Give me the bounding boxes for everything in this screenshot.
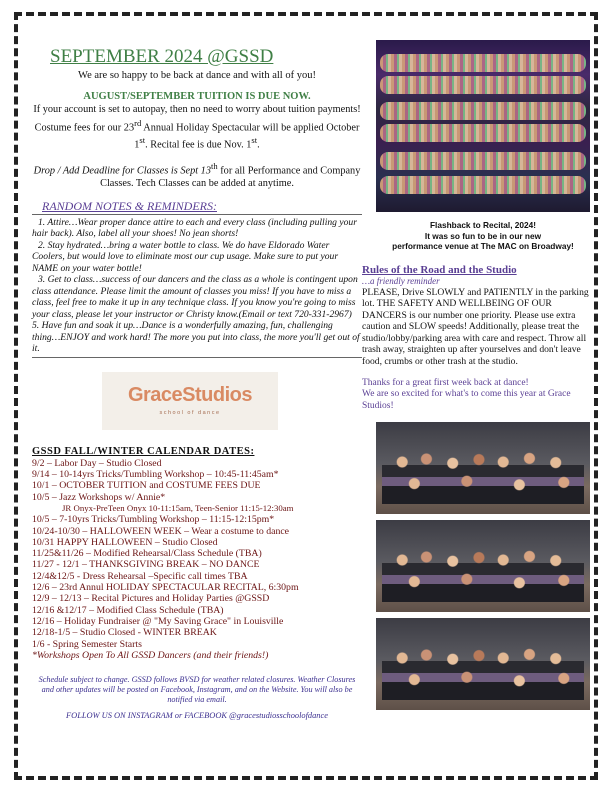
tuition-heading: AUGUST/SEPTEMBER TUITION IS DUE NOW. xyxy=(83,91,311,102)
calendar-item: 10/5 – Jazz Workshops w/ Annie* xyxy=(32,491,166,503)
follow-us-text: FOLLOW US ON INSTAGRAM or FACEBOOK @gracestudiosschoolofdance xyxy=(66,711,328,721)
dancer-row xyxy=(380,76,586,94)
calendar-item: 10/5 – 7-10yrs Tricks/Tumbling Workshop – 11:15-12:15pm* xyxy=(32,514,275,526)
calendar-item: *Workshops Open To All GSSD Dancers (and their friends!) xyxy=(32,649,269,661)
group-photo-1 xyxy=(376,422,590,514)
group-photo-2 xyxy=(376,520,590,612)
note-item: 3. Get to class…success of our dancers and the class as a whole is contingent upon class attendance. Please limit the amount of classes you miss! If you have to miss a class, feel free to make it up in any technique class. If you know you're going to miss your class, please let your instructor or Christy know.(Email or text 720-331-2967) xyxy=(32,274,358,320)
dancer-row xyxy=(380,54,586,72)
calendar-item: 10/1 – OCTOBER TUITION and COSTUME FEES DUE xyxy=(32,480,261,492)
rules-body: PLEASE, Drive SLOWLY and PATIENTLY in the parking lot. THE SAFETY AND WELLBEING OF OUR DANCERS is our number one priority. Please use extra caution and SLOW speeds! Additionally, please treat the studio/lobby/parking area with care and respect. Throw all trash away, straighten up after yourselves and don't leave food, crumbs or other trash at the studio. xyxy=(362,286,589,368)
calendar-item: 11/27 - 12/1 – THANKSGIVING BREAK – NO DANCE xyxy=(32,559,260,571)
schedule-note: Schedule subject to change. GSSD follows BVSD for weather related closures. Weather Closures and other updates will be posted on Facebook, Instagram, and on the Website. You will also be notified via email. xyxy=(38,675,356,705)
note-item: 5. Have fun and soak it up…Dance is a wonderfully amazing, fun, challenging thing…ENJOY and work hard! The more you put into class, the more you'll get out of it. xyxy=(32,320,360,355)
logo-brand: GraceStudios xyxy=(127,383,253,406)
notes-box xyxy=(32,214,362,358)
rules-subheading: …a friendly reminder xyxy=(362,275,440,286)
calendar-item: 10/24-10/30 – HALLOWEEN WEEK – Wear a costume to dance xyxy=(32,525,290,537)
tuition-paragraph: If your account is set to autopay, then no need to worry about tuition payments! Costume fees for our 23rd Annual Holiday Spectacular will be applied October 1st. Recital fee is due Nov. 1st. xyxy=(33,104,361,151)
calendar-list xyxy=(32,458,362,661)
notes-heading: RANDOM NOTES & REMINDERS: xyxy=(42,198,217,213)
recital-photo xyxy=(376,40,590,212)
page-title: SEPTEMBER 2024 @GSSD xyxy=(50,46,274,67)
welcome-text: We are so happy to be back at dance and with all of you! xyxy=(78,70,316,81)
drop-add-paragraph: Drop / Add Deadline for Classes is Sept 13th for all Performance and Company Classes. Tech Classes can be added at anytime. xyxy=(33,161,361,190)
calendar-item: 12/4&12/5 - Dress Rehearsal –Specific call times TBA xyxy=(32,570,248,582)
thanks-text: Thanks for a great first week back at dance! We are so excited for what's to come this year at Grace Studios! xyxy=(362,377,571,411)
dancer-row xyxy=(380,124,586,142)
calendar-item: 12/6 – 23rd Annul HOLIDAY SPECTACULAR RECITAL, 6:30pm xyxy=(32,582,299,594)
note-item: 1. Attire…Wear proper dance attire to each and every class (including pulling your hair back). Also, label all your shoes! No jean shorts! xyxy=(32,216,357,240)
calendar-item: 9/2 – Labor Day – Studio Closed xyxy=(32,457,162,469)
calendar-item: 12/18-1/5 – Studio Closed - WINTER BREAK xyxy=(32,627,217,639)
group-photo-3 xyxy=(376,618,590,710)
calendar-item: JR Onyx-PreTeen Onyx 10-11:15am, Teen-Senior 11:15-12:30am xyxy=(62,502,294,513)
dancer-row xyxy=(380,176,586,194)
rules-heading: Rules of the Road and the Studio xyxy=(362,263,517,276)
grace-studios-logo xyxy=(102,372,278,430)
calendar-heading: GSSD FALL/WINTER CALENDAR DATES: xyxy=(32,445,255,457)
right-column xyxy=(362,40,590,716)
calendar-item: 10/31 HAPPY HALLOWEEN – Studio Closed xyxy=(32,536,218,548)
dancer-row xyxy=(380,152,586,170)
calendar-item: 11/25&11/26 – Modified Rehearsal/Class Schedule (TBA) xyxy=(32,548,262,560)
note-item: 2. Stay hydrated…bring a water bottle to class. We do have Eldorado Water Coolers, but would love to eliminate most our cup usage. Make sure to put your NAME on your water bottle! xyxy=(32,239,339,274)
left-column xyxy=(32,40,362,720)
recital-caption: Flashback to Recital, 2024! It was so fun to be in our new performance venue at The MAC on Broadway! xyxy=(392,220,574,251)
calendar-item: 1/6 - Spring Semester Starts xyxy=(32,638,142,650)
dancer-row xyxy=(380,102,586,120)
calendar-item: 12/16 &12/17 – Modified Class Schedule (TBA) xyxy=(32,604,224,616)
calendar-item: 12/16 – Holiday Fundraiser @ "My Saving Grace" in Louisville xyxy=(32,615,284,627)
calendar-item: 12/9 – 12/13 – Recital Pictures and Holiday Parties @GSSD xyxy=(32,593,270,605)
calendar-item: 9/14 – 10-14yrs Tricks/Tumbling Workshop – 10:45-11:45am* xyxy=(32,469,279,481)
logo-tagline: school of dance xyxy=(159,409,221,416)
